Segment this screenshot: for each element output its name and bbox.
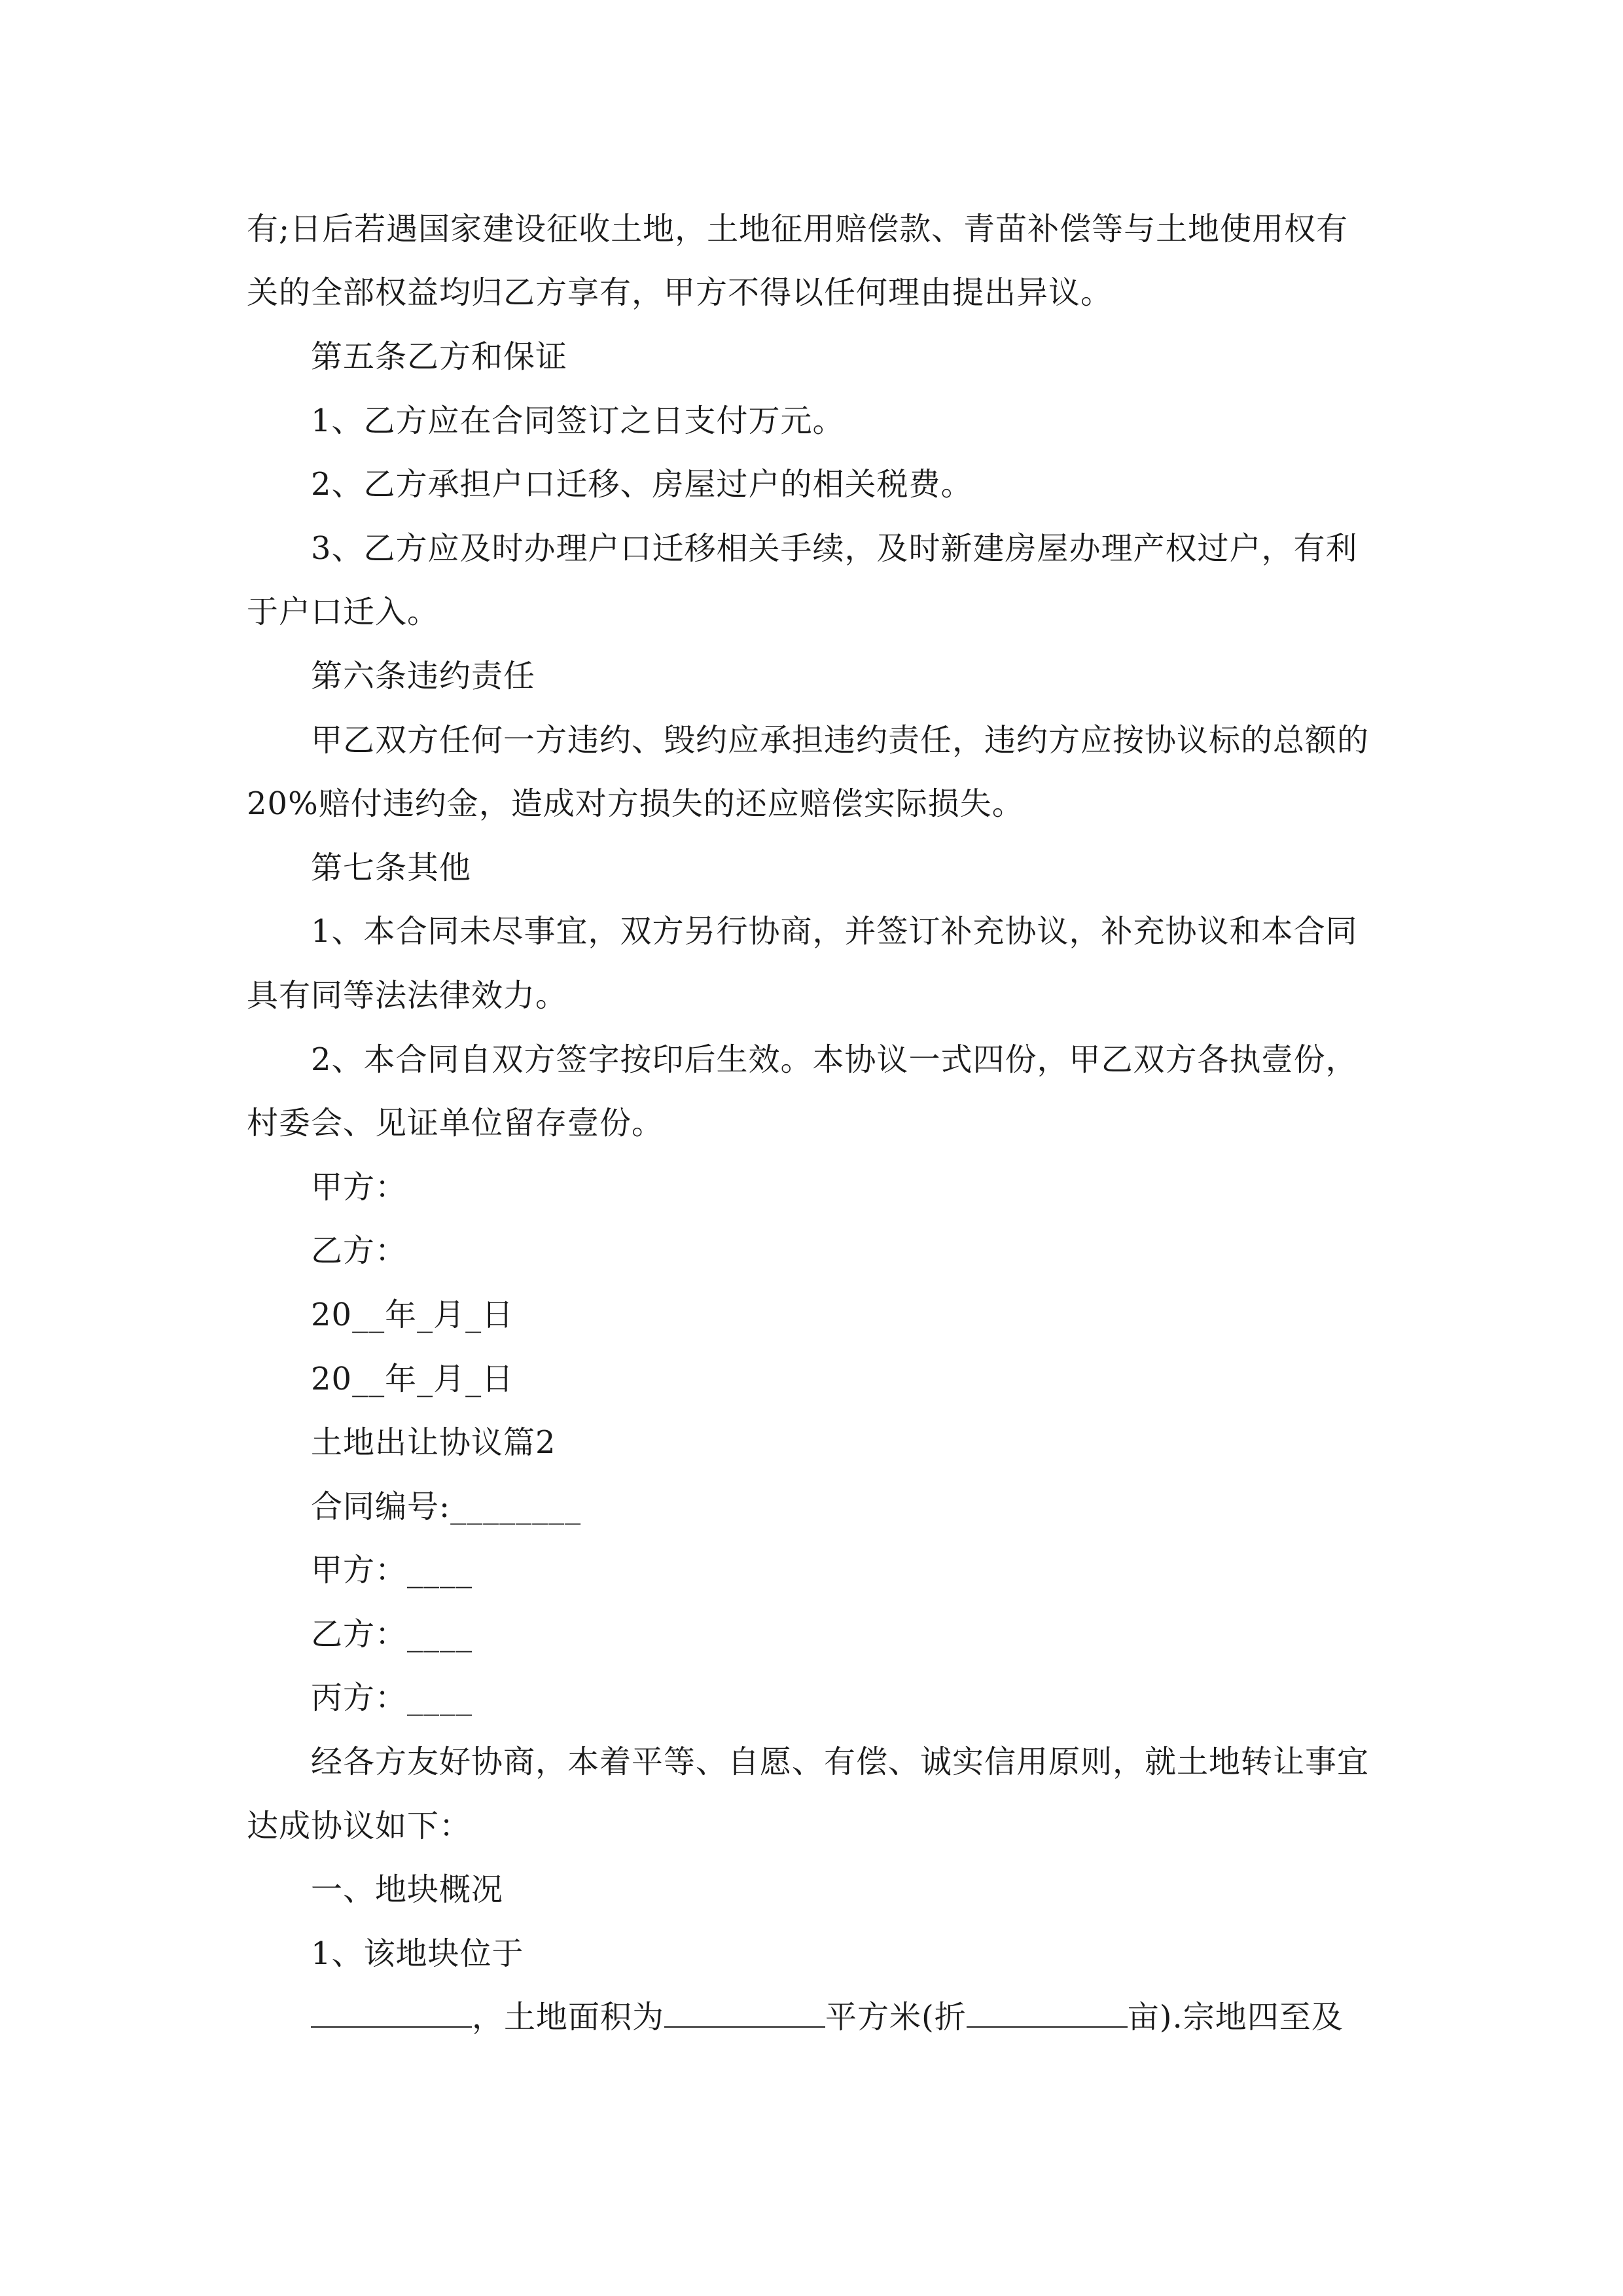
area-sqm-blank [664,1998,825,2028]
party-b-line: 乙方：____ [311,1616,473,1653]
paragraph-line: 经各方友好协商，本着平等、自愿、有偿、诚实信用原则，就土地转让事宜 [311,1744,1370,1780]
paragraph-line: 有;日后若遇国家建设征收土地，土地征用赔偿款、青苗补偿等与土地使用权有 [247,211,1349,247]
area-mu-blank [967,1998,1128,2028]
clause-line: 村委会、见证单位留存壹份。 [247,1105,664,1141]
section-heading: 第六条违约责任 [311,658,536,694]
clause-line: 2、乙方承担户口迁移、房屋过户的相关税费。 [311,466,973,503]
clause-line: 1、本合同未尽事宜，双方另行协商，并签订补充协议，补充协议和本合同 [311,913,1358,950]
paragraph-line: 甲乙双方任何一方违约、毁约应承担违约责任，违约方应按协议标的总额的 [311,722,1370,759]
paragraph-line: 关的全部权益均归乙方享有，甲方不得以任何理由提出异议。 [247,274,1113,311]
party-a-line: 甲方：____ [311,1552,473,1588]
clause-line: 1、该地块位于 [311,1935,524,1972]
land-area-text-3: 亩).宗地四至及 [1127,1999,1344,2036]
party-a-signature-line: 甲方： [311,1169,408,1206]
party-b-signature-line: 乙方： [311,1232,408,1269]
clause-line: 1、乙方应在合同签订之日支付万元。 [311,403,845,439]
land-area-line [311,1998,1344,2037]
clause-line: 具有同等法法律效力。 [247,977,568,1014]
paragraph-line: 20%赔付违约金，造成对方损失的还应赔偿实际损失。 [247,785,1024,822]
section-heading: 第五条乙方和保证 [311,338,568,375]
date-line: 20__年_月_日 [311,1297,514,1333]
party-c-line: 丙方：____ [311,1679,473,1716]
section-heading: 一、地块概况 [311,1871,504,1908]
location-blank [311,1998,472,2028]
document-title: 土地出让协议篇2 [311,1424,556,1461]
date-line: 20__年_月_日 [311,1361,514,1397]
clause-line: 于户口迁入。 [247,594,440,630]
section-heading: 第七条其他 [311,850,472,886]
land-area-text-1: ，土地面积为 [472,1999,665,2036]
clause-line: 3、乙方应及时办理户口迁移相关手续，及时新建房屋办理产权过户，有利 [311,530,1358,567]
land-area-text-2: 平方米(折 [825,1999,967,2036]
clause-line: 2、本合同自双方签字按印后生效。本协议一式四份，甲乙双方各执壹份， [311,1041,1358,1078]
paragraph-line: 达成协议如下： [247,1808,472,1844]
contract-number-line: 合同编号:________ [311,1488,582,1525]
